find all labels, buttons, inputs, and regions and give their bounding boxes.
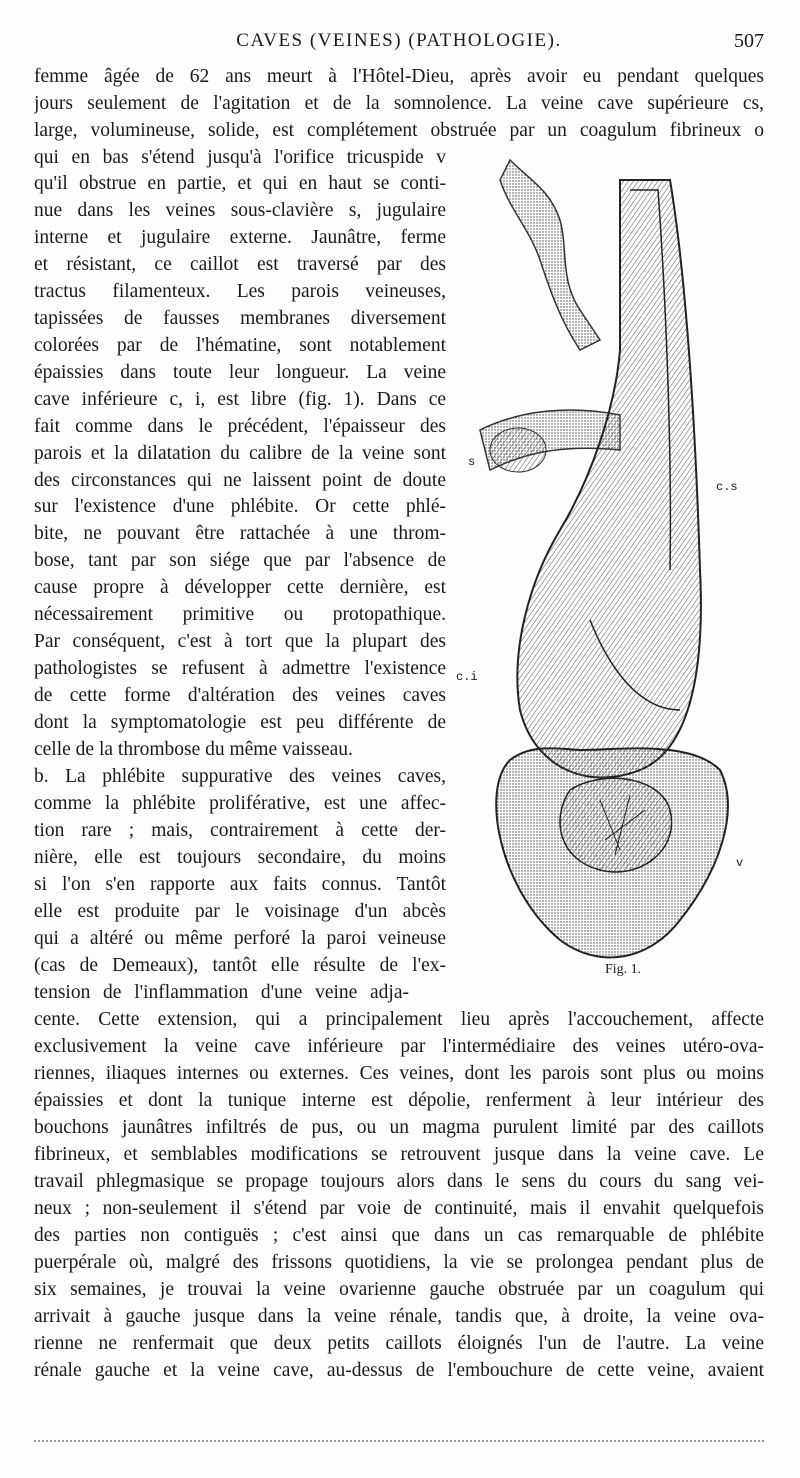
text-line: jours seulement de l'agitation et de la somnolence. La veine cave supérieure cs, — [34, 93, 764, 114]
text-line: arrivait à gauche jusque dans la veine rénale, tandis que, à droite, la veine ova- — [34, 1306, 764, 1327]
text-line: rénale gauche et la veine cave, au-dessus de l'embouchure de cette veine, avaient — [34, 1360, 764, 1381]
label-ci: c.i — [456, 670, 478, 684]
anatomical-illustration — [440, 150, 780, 990]
text-line: comme la phlébite proliférative, est une affec- — [34, 793, 446, 814]
text-line: cause propre à développer cette dernière, est — [34, 577, 446, 598]
text-line: sur l'existence d'une phlébite. Or cette phlé- — [34, 496, 446, 517]
text-line: qui a altéré ou même perforé la paroi veineuse — [34, 928, 446, 949]
text-line: tapissées de fausses membranes diversement — [34, 308, 446, 329]
figure-caption: Fig. 1. — [605, 962, 642, 977]
text-line: et résistant, ce caillot est traversé par des — [34, 254, 446, 275]
text-line: neux ; non-seulement il s'étend par voie de continuité, mais il envahit quelquefois — [34, 1198, 764, 1219]
running-head: CAVES (VEINES) (PATHOLOGIE). — [236, 30, 562, 51]
text-line: exclusivement la veine cave inférieure par l'intermédiaire des veines utéro-ova- — [34, 1036, 764, 1057]
text-line: femme âgée de 62 ans meurt à l'Hôtel-Dieu, après avoir eu pendant quelques — [34, 66, 764, 87]
text-line: parois et la dilatation du calibre de la veine sont — [34, 443, 446, 464]
label-s: s — [468, 455, 476, 469]
text-line: bite, ne pouvant être rattachée à une throm- — [34, 523, 446, 544]
page-header — [34, 30, 764, 60]
text-line: nière, elle est toujours secondaire, du moins — [34, 847, 446, 868]
text-line: dont la symptomatologie est peu différente de — [34, 712, 446, 733]
text-line: (cas de Demeaux), tantôt elle résulte de l'ex- — [34, 955, 446, 976]
text-line: de cette forme d'altération des veines caves — [34, 685, 446, 706]
label-cs: c.s — [716, 480, 738, 494]
text-line: nécessairement primitive ou protopathique. — [34, 604, 446, 625]
text-line: celle de la thrombose du même vaisseau. — [34, 739, 353, 760]
text-line: fibrineux, et semblables modifications se retrouvent jusque dans la veine cave. Le — [34, 1144, 764, 1165]
text-line: rienne ne renfermait que deux petits caillots éloignés l'un de l'autre. La veine — [34, 1333, 764, 1354]
text-line: pathologistes se refusent à admettre l'existence — [34, 658, 446, 679]
text-line: bouchons jaunâtres infiltrés de pus, ou un magma purulent limité par des caillots — [34, 1117, 764, 1138]
text-line: cente. Cette extension, qui a principalement lieu après l'accouchement, affecte — [34, 1009, 764, 1030]
text-line: épaissies et dont la tunique interne est dépolie, renferment à leur intérieur des — [34, 1090, 764, 1111]
text-line: travail phlegmasique se propage toujours alors dans le sens du cours du sang vei- — [34, 1171, 764, 1192]
text-line: interne et jugulaire externe. Jaunâtre, ferme — [34, 227, 446, 248]
text-line: elle est produite par le voisinage d'un abcès — [34, 901, 446, 922]
text-line: épaissies dans toute leur longueur. La veine — [34, 362, 446, 383]
text-line: nue dans les veines sous-clavière s, jugulaire — [34, 200, 446, 221]
text-line: tion rare ; mais, contrairement à cette der- — [34, 820, 446, 841]
text-line: des parties non contiguës ; c'est ainsi que dans un cas remarquable de phlébite — [34, 1225, 764, 1246]
text-line: fait comme dans le précédent, l'épaisseur des — [34, 416, 446, 437]
text-line: qu'il obstrue en partie, et qui en haut se conti- — [34, 173, 446, 194]
page-number: 507 — [734, 30, 764, 52]
text-line: riennes, iliaques internes ou externes. Ces veines, dont les parois sont plus ou moins — [34, 1063, 764, 1084]
vena-cava-heart-drawing — [440, 150, 780, 990]
text-line: bose, tant par son siége que par l'absence de — [34, 550, 446, 571]
text-line: Par conséquent, c'est à tort que la plupart des — [34, 631, 446, 652]
text-line: six semaines, je trouvai la veine ovarienne gauche obstruée par un coagulum qui — [34, 1279, 764, 1300]
text-line: cave inférieure c, i, est libre (fig. 1). Dans ce — [34, 389, 446, 410]
text-line: b. La phlébite suppurative des veines caves, — [34, 766, 446, 787]
text-line: large, volumineuse, solide, est complétement obstruée par un coagulum fibrineux o — [34, 120, 764, 141]
text-line: tension de l'inflammation d'une veine adja- — [34, 982, 409, 1003]
footer-rule — [34, 1440, 764, 1444]
text-line: si l'on s'en rapporte aux faits connus. Tantôt — [34, 874, 446, 895]
text-line: colorées par de l'hématine, sont notablement — [34, 335, 446, 356]
label-v: v — [736, 856, 744, 870]
text-line: puerpérale où, malgré des frissons quotidiens, la vie se prolongea pendant plus de — [34, 1252, 764, 1273]
text-line: tractus filamenteux. Les parois veineuses, — [34, 281, 446, 302]
text-line: qui en bas s'étend jusqu'à l'orifice tricuspide v — [34, 147, 446, 168]
text-line: des circonstances qui ne laissent point de doute — [34, 470, 446, 491]
